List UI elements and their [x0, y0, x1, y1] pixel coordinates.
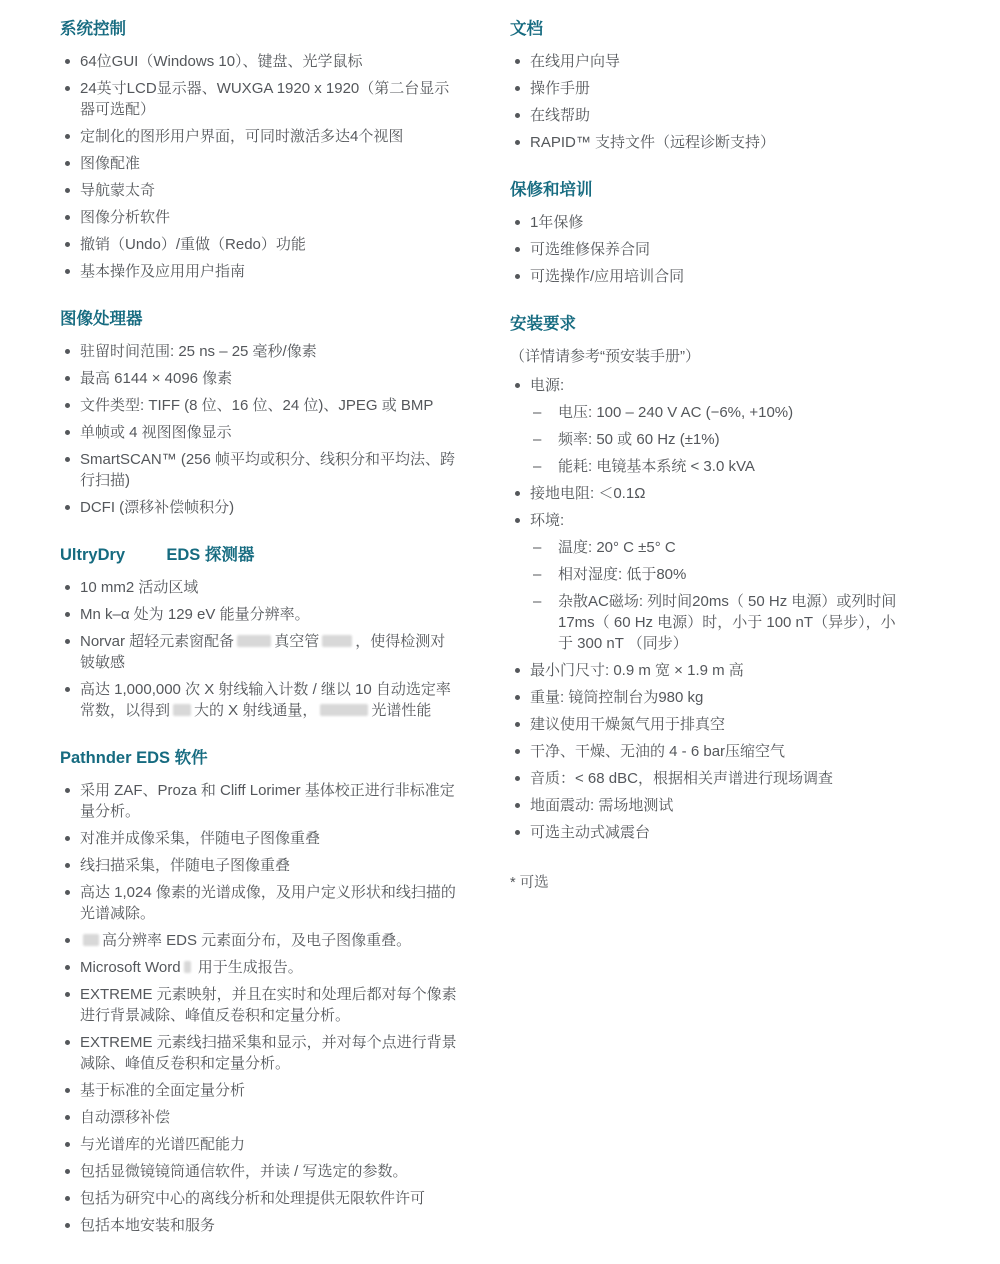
sub-list-item — [530, 591, 910, 654]
section-heading: Pathnder EDS 软件 — [60, 749, 208, 767]
list-item — [60, 679, 460, 721]
list-item-text: 导航蒙太奇 — [80, 182, 156, 199]
right-column — [510, 20, 910, 893]
section-heading: 文档 — [510, 20, 543, 38]
list-item — [60, 51, 460, 72]
list-item — [510, 741, 910, 762]
list-item-text: 接地电阻: ＜0.1Ω — [530, 485, 646, 502]
sub-item-text: 相对湿度: 低于80% — [558, 566, 687, 583]
list-item — [60, 78, 460, 120]
list-item-text: 高达 1,024 像素的光谱成像，及用户定义形状和线扫描的光谱减除。 — [80, 884, 456, 922]
sub-item-text: 能耗: 电镜基本系统 < 3.0 kVA — [558, 458, 755, 475]
list-item-text: 与光谱库的光谱匹配能力 — [80, 1136, 246, 1153]
list-item-text: 1年保修 — [530, 214, 584, 231]
list-item — [510, 768, 910, 789]
list-item-text: EXTREME 元素线扫描采集和显示，并对每个点进行背景减除、峰值反卷积和定量分析。 — [80, 1034, 457, 1072]
bullet-list — [510, 51, 910, 153]
list-item — [60, 604, 460, 625]
list-item — [60, 1107, 460, 1128]
list-item-text — [80, 681, 451, 719]
bullet-list — [60, 51, 460, 282]
footnote: * 可选 — [510, 875, 549, 891]
list-item-text: 电源: — [530, 377, 565, 394]
list-item-text: 包括为研究中心的离线分析和处理提供无限软件许可 — [80, 1190, 426, 1207]
list-item — [510, 714, 910, 735]
list-item-text: 高达 1,000,000 次 X 射线输入计数 / 继以 10 自动选定率常数，以得到 — [80, 681, 451, 719]
list-item-text: 在线用户向导 — [530, 53, 621, 70]
list-item — [510, 239, 910, 260]
spec-section — [510, 315, 910, 843]
list-item — [60, 180, 460, 201]
list-item — [60, 449, 460, 491]
list-item-text — [80, 932, 411, 949]
list-item — [510, 660, 910, 681]
list-item-text: 重量: 镜筒控制台为980 kg — [530, 689, 704, 706]
list-item — [60, 882, 460, 924]
list-item-text: 撤销（Undo）/重做（Redo）功能 — [80, 236, 306, 253]
list-item — [60, 341, 460, 362]
list-item — [60, 855, 460, 876]
section-heading: 保修和培训 — [510, 181, 593, 199]
list-item — [510, 51, 910, 72]
list-item-text: 用于生成报告。 — [193, 959, 303, 976]
list-item-text: 驻留时间范围: 25 ns – 25 毫秒/像素 — [80, 343, 317, 360]
bullet-list — [510, 212, 910, 287]
list-item-text — [80, 959, 303, 976]
redacted-text — [83, 934, 99, 946]
list-item — [510, 510, 910, 654]
list-item — [60, 828, 460, 849]
spec-section — [60, 20, 460, 282]
list-item-text: 环境: — [530, 512, 565, 529]
list-item — [510, 78, 910, 99]
list-item-text: 图像分析软件 — [80, 209, 171, 226]
section-heading: 安装要求 — [510, 315, 576, 333]
list-item — [60, 1161, 460, 1182]
spec-section — [60, 310, 460, 518]
list-item-text: 高分辨率 EDS 元素面分布，及电子图像重叠。 — [102, 932, 412, 949]
list-item — [510, 483, 910, 504]
list-item — [510, 105, 910, 126]
list-item-text: Microsoft Word — [80, 959, 181, 976]
list-item-text: 24英寸LCD显示器、WUXGA 1920 x 1920（第二台显示器可选配） — [80, 80, 450, 118]
list-item — [60, 1032, 460, 1074]
list-item-text: 对准并成像采集，伴随电子图像重叠 — [80, 830, 321, 847]
list-item-text: Norvar 超轻元素窗配备 — [80, 633, 235, 650]
list-item — [60, 395, 460, 416]
list-item — [60, 984, 460, 1026]
redacted-text — [322, 635, 352, 647]
redacted-text — [237, 635, 271, 647]
list-item — [510, 687, 910, 708]
list-item-text: 64位GUI（Windows 10）、键盘、光学鼠标 — [80, 53, 363, 70]
bullet-list — [60, 341, 460, 518]
list-item-text — [80, 633, 445, 671]
sub-item-text: 温度: 20° C ±5° C — [558, 539, 676, 556]
list-item — [60, 368, 460, 389]
list-item — [60, 1134, 460, 1155]
sub-list-item — [530, 429, 910, 450]
list-item-text: 可选主动式减震台 — [530, 824, 651, 841]
section-heading: 图像处理器 — [60, 310, 143, 328]
list-item — [510, 132, 910, 153]
list-item-text: 最高 6144 × 4096 像素 — [80, 370, 233, 387]
list-item-text: 可选维修保养合同 — [530, 241, 651, 258]
list-item — [60, 930, 460, 951]
list-item-text: DCFI (漂移补偿帧积分) — [80, 499, 235, 516]
list-item-text: 包括本地安装和服务 — [80, 1217, 216, 1234]
sub-list — [530, 537, 910, 654]
spec-section — [510, 20, 910, 153]
list-item — [510, 266, 910, 287]
sub-item-text: 杂散AC磁场: 列时间20ms（ 50 Hz 电源）或列时间17ms（ 60 Hz 电源）时，小于 100 nT（异步），小于 300 nT （同步） — [558, 593, 897, 652]
list-item-text: ，使得检测对铍敏感 — [80, 633, 446, 671]
sub-item-text: 电压: 100 – 240 V AC (−6%, +10%) — [558, 404, 794, 421]
list-item-text: 基于标准的全面定量分析 — [80, 1082, 246, 1099]
list-item-text: 线扫描采集，伴随电子图像重叠 — [80, 857, 291, 874]
sub-list-item — [530, 537, 910, 558]
section-heading: UltryDry EDS 探测器 — [60, 546, 255, 564]
list-item — [510, 822, 910, 843]
list-item-text: Mn k–α 处为 129 eV 能量分辨率。 — [80, 606, 310, 623]
list-item — [60, 207, 460, 228]
list-item-text: 采用 ZAF、Proza 和 Cliff Lorimer 基体校正进行非标准定量分析。 — [80, 782, 455, 820]
list-item-text: RAPID™ 支持文件（远程诊断支持） — [530, 134, 776, 151]
list-item-text: 定制化的图形用户界面，可同时激活多达4个视图 — [80, 128, 404, 145]
list-item-text: 音质：< 68 dBC，根据相关声谱进行现场调查 — [530, 770, 833, 787]
left-column — [60, 20, 460, 1264]
list-item-text: 真空管 — [274, 633, 320, 650]
list-item — [60, 1188, 460, 1209]
list-item — [60, 1080, 460, 1101]
spec-section — [60, 546, 460, 721]
list-item-text: 干净、干燥、无油的 4 - 6 bar压缩空气 — [530, 743, 786, 760]
redacted-text — [320, 704, 368, 716]
list-item — [60, 126, 460, 147]
sub-list — [530, 402, 910, 477]
list-item — [60, 577, 460, 598]
list-item-text: 建议使用干燥氮气用于排真空 — [530, 716, 726, 733]
list-item — [60, 234, 460, 255]
bullet-list — [60, 780, 460, 1236]
redacted-text — [184, 961, 191, 973]
list-item — [60, 957, 460, 978]
section-note: （详情请参考“预安装手册”） — [510, 348, 700, 365]
list-item — [60, 780, 460, 822]
list-item-text: 可选操作/应用培训合同 — [530, 268, 685, 285]
bullet-list — [510, 375, 910, 843]
list-item — [510, 795, 910, 816]
list-item — [60, 261, 460, 282]
list-item-text: 最小门尺寸: 0.9 m 宽 × 1.9 m 高 — [530, 662, 744, 679]
list-item-text: SmartSCAN™ (256 帧平均或积分、线积分和平均法、跨行扫描) — [80, 451, 456, 489]
list-item-text: 图像配准 — [80, 155, 141, 172]
list-item-text: 基本操作及应用用户指南 — [80, 263, 246, 280]
list-item — [60, 497, 460, 518]
sub-item-text: 频率: 50 或 60 Hz (±1%) — [558, 431, 720, 448]
list-item-text: 操作手册 — [530, 80, 591, 97]
list-item-text: 光谱性能 — [371, 702, 432, 719]
list-item-text: 自动漂移补偿 — [80, 1109, 171, 1126]
list-item-text: 地面震动: 需场地测试 — [530, 797, 674, 814]
spec-section — [510, 181, 910, 287]
list-item-text: 在线帮助 — [530, 107, 591, 124]
bullet-list — [60, 577, 460, 721]
redacted-text — [173, 704, 191, 716]
list-item — [60, 422, 460, 443]
list-item — [510, 212, 910, 233]
sub-list-item — [530, 564, 910, 585]
list-item-text: 大的 X 射线通量， — [194, 702, 318, 719]
list-item — [60, 1215, 460, 1236]
list-item-text: 文件类型: TIFF (8 位、16 位、24 位)、JPEG 或 BMP — [80, 397, 434, 414]
sub-list-item — [530, 456, 910, 477]
list-item — [60, 631, 460, 673]
list-item-text: 10 mm2 活动区域 — [80, 579, 199, 596]
list-item-text: 包括显微镜镜筒通信软件，并读 / 写选定的参数。 — [80, 1163, 408, 1180]
list-item-text: 单帧或 4 视图图像显示 — [80, 424, 232, 441]
sub-list-item — [530, 402, 910, 423]
spec-section — [60, 749, 460, 1236]
list-item — [510, 375, 910, 477]
list-item — [60, 153, 460, 174]
section-heading: 系统控制 — [60, 20, 126, 38]
list-item-text: EXTREME 元素映射，并且在实时和处理后都对每个像素进行背景减除、峰值反卷积和定量分析。 — [80, 986, 457, 1024]
